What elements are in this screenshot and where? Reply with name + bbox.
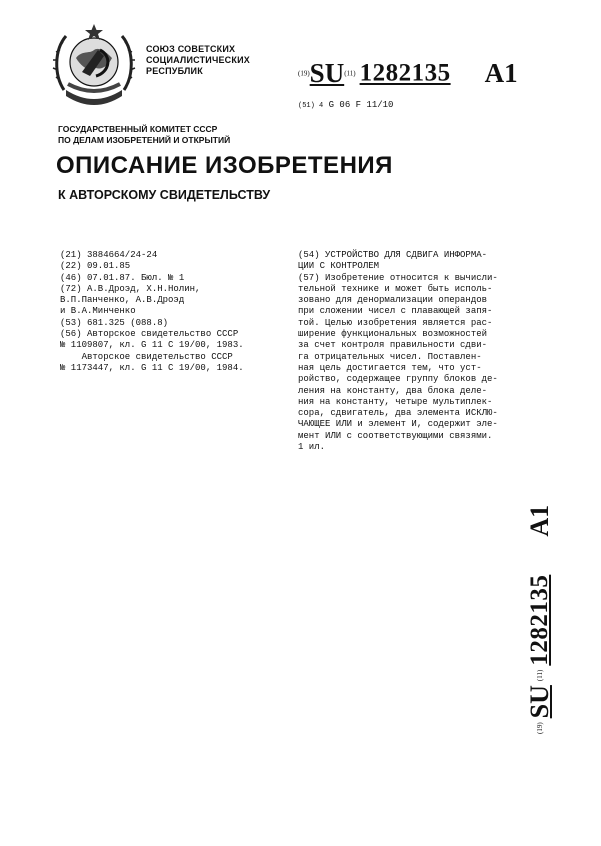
biblio-line: (46) 07.01.87. Бюл. № 1 xyxy=(60,272,185,283)
abstract-line: зовано для денормализации операндов xyxy=(298,295,488,306)
vertical-country-code: SU xyxy=(525,685,554,719)
abstract-line: ная цель достигается тем, что уст- xyxy=(298,362,482,373)
patent-number: 1282135 xyxy=(359,59,451,87)
biblio-line: и В.А.Минченко xyxy=(60,306,136,317)
ipc-classification xyxy=(298,100,393,110)
abstract-line: той. Целью изобретения является рас- xyxy=(298,317,493,328)
kind-code: A1 xyxy=(484,58,518,88)
invention-title-line: ЦИИ С КОНТРОЛЕМ xyxy=(298,261,380,272)
biblio-line: Авторское свидетельство СССР xyxy=(60,351,233,362)
code-11: (11) xyxy=(344,69,356,78)
vertical-document-number xyxy=(525,404,561,734)
biblio-line: № 1173447, кл. G 11 C 19/00, 1984. xyxy=(60,362,244,373)
union-line: СОЮЗ СОВЕТСКИХ xyxy=(146,44,236,54)
abstract-line: ЧАЮЩЕЕ ИЛИ и элемент И, содержит эле- xyxy=(298,419,498,430)
union-line: РЕСПУБЛИК xyxy=(146,66,203,76)
committee xyxy=(58,124,230,146)
abstract-line: ройство, содержащее группу блоков де- xyxy=(298,374,498,385)
abstract-line: га отрицательных чисел. Поставлен- xyxy=(298,351,482,362)
abstract-line: при сложении чисел с плавающей запя- xyxy=(298,306,493,317)
committee-line: ПО ДЕЛАМ ИЗОБРЕТЕНИЙ И ОТКРЫТИЙ xyxy=(58,135,231,145)
code-19: (19) xyxy=(298,69,310,78)
abstract-line: тельной технике и может быть исполь- xyxy=(298,283,493,294)
abstract-line: сора, сдвигатель, два элемента ИСКЛЮ- xyxy=(298,408,498,419)
union-line: СОЦИАЛИСТИЧЕСКИХ xyxy=(146,55,250,65)
abstract-line: ния на константу, четыре мультиплек- xyxy=(298,396,493,407)
biblio-line: (72) А.В.Дроэд, Х.Н.Нолин, xyxy=(60,283,201,294)
vertical-code-11: (11) xyxy=(536,669,544,682)
country-code: SU xyxy=(309,58,345,88)
biblio-line: № 1109807, кл. G 11 C 19/00, 1983. xyxy=(60,340,244,351)
invention-title-line: (54) УСТРОЙСТВО ДЛЯ СДВИГА ИНФОРМА- xyxy=(298,250,488,260)
committee-line: ГОСУДАРСТВЕННЫЙ КОМИТЕТ СССР xyxy=(58,124,218,134)
biblio-line: (21) 3884664/24-24 xyxy=(60,250,158,260)
document-title: ОПИСАНИЕ ИЗОБРЕТЕНИЯ xyxy=(56,152,393,179)
document-subtitle: К АВТОРСКОМУ СВИДЕТЕЛЬСТВУ xyxy=(58,188,271,202)
ipc-class: G 06 F 11/10 xyxy=(328,100,394,110)
union-name xyxy=(146,44,250,77)
abstract-line: ширение функциональных возможностей xyxy=(298,329,488,340)
biblio-line: В.П.Панченко, А.В.Дроэд xyxy=(60,295,185,306)
ussr-emblem-icon xyxy=(52,20,136,112)
abstract-line: 1 ил. xyxy=(298,442,326,453)
invention-description xyxy=(298,250,520,453)
vertical-kind-code: A1 xyxy=(525,504,554,537)
abstract-line: (57) Изобретение относится к вычисли- xyxy=(298,272,498,283)
biblio-line: (22) 09.01.85 xyxy=(60,261,131,272)
biblio-line: (53) 681.325 (088.8) xyxy=(60,317,169,328)
abstract-line: мент ИЛИ с соответствующими связями. xyxy=(298,430,493,441)
vertical-patent-number: 1282135 xyxy=(526,574,553,666)
abstract-line: ления на константу, два блока деле- xyxy=(298,385,488,396)
biblio-line: (56) Авторское свидетельство СССР xyxy=(60,329,239,340)
document-number xyxy=(298,58,518,89)
vertical-code-19: (19) xyxy=(536,722,544,734)
ipc-code: (51) 4 xyxy=(298,102,324,110)
bibliographic-data xyxy=(60,250,244,374)
abstract-line: за счет контроля правильности сдви- xyxy=(298,340,488,351)
